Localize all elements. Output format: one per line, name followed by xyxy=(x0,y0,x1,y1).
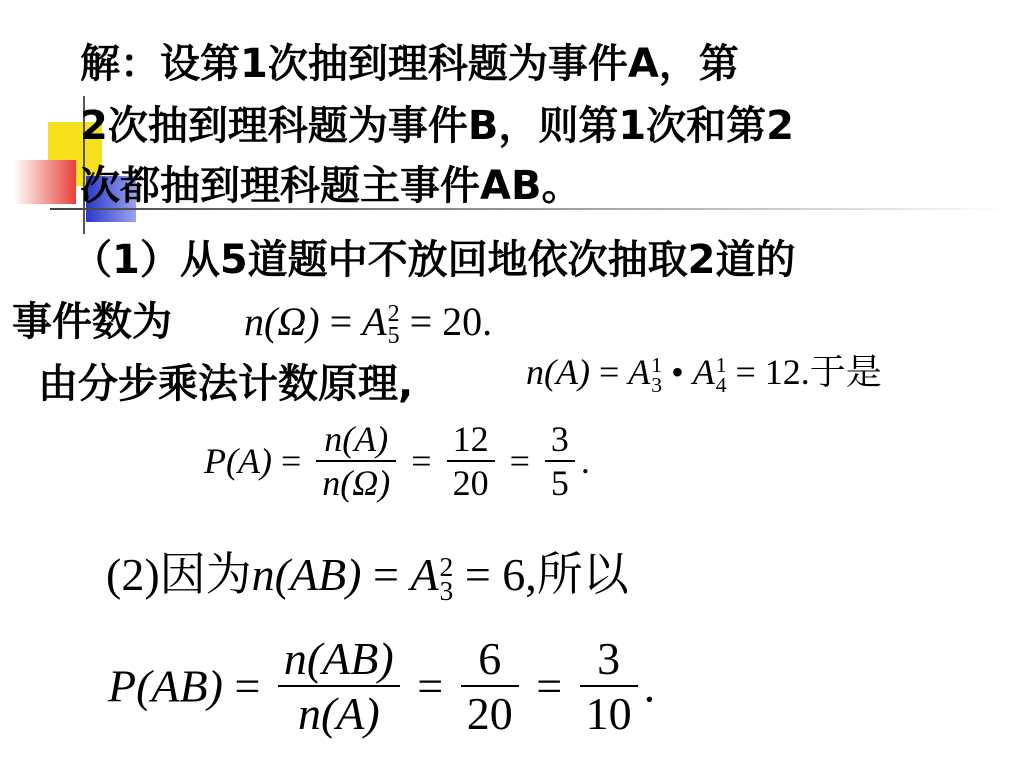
eq-n-omega-lhs: n(Ω) xyxy=(244,299,320,344)
eq-n-A-dot: • xyxy=(671,352,684,392)
eq-P-AB-end: . xyxy=(643,660,656,712)
equation-n-A xyxy=(526,344,882,400)
eq-n-A-A1-sub: 3 xyxy=(651,372,663,397)
eq-n-AB-suffix: 所以 xyxy=(536,549,629,600)
eq-n-A-eq2: = xyxy=(735,352,756,392)
eq-P-A-den2: 20 xyxy=(447,460,495,504)
eq-n-AB-value: 6, xyxy=(502,549,537,600)
part1-line-1: （1）从5道题中不放回地依次抽取2道的 xyxy=(72,237,796,283)
eq-n-omega-sub: 5 xyxy=(387,322,400,349)
equation-n-omega xyxy=(244,290,492,354)
eq-P-AB-frac-1 xyxy=(278,632,400,740)
eq-P-AB-num3: 3 xyxy=(597,633,621,684)
eq-P-AB-frac-2 xyxy=(461,632,519,740)
eq-n-AB-A: A xyxy=(410,549,439,600)
eq-n-A-lhs: n(A) xyxy=(526,352,590,392)
eq-P-AB-lhs: P(AB) xyxy=(108,660,223,712)
equation-P-A xyxy=(204,418,590,504)
solution-line-3: 次都抽到理科题主事件AB。 xyxy=(80,163,582,209)
eq-P-A-eq3: = xyxy=(509,441,530,481)
eq-P-A-eq2: = xyxy=(411,441,432,481)
eq-P-A-frac-3 xyxy=(545,418,575,504)
eq-n-omega-A: A xyxy=(362,299,387,344)
eq-n-AB-lhs: n(AB) xyxy=(251,549,362,600)
eq-n-A-value: 12. xyxy=(764,352,810,392)
eq-P-AB-num: n(AB) xyxy=(283,633,394,684)
eq-n-AB-sub: 3 xyxy=(439,575,454,607)
equation-n-AB xyxy=(106,540,629,610)
eq-P-AB-frac-3 xyxy=(580,632,638,740)
eq-n-A-A2-sub: 4 xyxy=(715,372,727,397)
eq-n-omega-eq2: = xyxy=(409,299,433,344)
eq-n-A-suffix: 于是 xyxy=(809,352,882,392)
eq-n-omega-eq: = xyxy=(329,299,353,344)
eq-P-A-frac-1 xyxy=(316,418,396,504)
eq-P-A-num: n(A) xyxy=(324,419,389,459)
solution-line-2: 2次抽到理科题为事件B，则第1次和第2 xyxy=(80,103,794,149)
eq-n-A-A2-sup: 1 xyxy=(715,353,727,378)
eq-P-A-num3: 3 xyxy=(550,419,569,459)
eq-P-AB-eq3: = xyxy=(536,660,563,712)
eq-P-A-end: . xyxy=(580,441,590,481)
eq-P-AB-eq2: = xyxy=(417,660,444,712)
eq-P-A-lhs: P(A) xyxy=(204,441,272,481)
eq-P-AB-den: n(A) xyxy=(278,685,400,740)
part1-line-2: 事件数为 xyxy=(12,299,172,345)
eq-P-A-den: n(Ω) xyxy=(316,460,396,504)
eq-n-omega-value: 20. xyxy=(442,299,493,344)
eq-P-AB-num2: 6 xyxy=(478,633,502,684)
eq-P-AB-den2: 20 xyxy=(461,685,519,740)
eq-P-A-num2: 12 xyxy=(452,419,489,459)
eq-n-A-A2: A xyxy=(692,352,715,392)
eq-P-A-eq: = xyxy=(280,441,302,481)
eq-n-A-eq: = xyxy=(598,352,620,392)
deco-red-square xyxy=(14,160,76,204)
eq-n-AB-eq: = xyxy=(372,549,399,600)
solution-line-1: 解：设第1次抽到理科题为事件A，第 xyxy=(80,41,739,87)
eq-n-A-A1-sup: 1 xyxy=(651,353,663,378)
eq-P-A-frac-2 xyxy=(447,418,495,504)
part2-prefix: (2)因为 xyxy=(106,549,252,600)
eq-n-AB-eq2: = xyxy=(464,549,491,600)
eq-n-AB-sup: 2 xyxy=(439,550,454,582)
eq-P-AB-eq: = xyxy=(234,660,261,712)
eq-P-A-den3: 5 xyxy=(545,460,575,504)
equation-P-AB xyxy=(108,632,655,740)
eq-n-A-A1: A xyxy=(628,352,651,392)
eq-n-omega-sup: 2 xyxy=(387,301,400,328)
part1-line-3: 由分步乘法计数原理, xyxy=(38,361,414,407)
eq-P-AB-den3: 10 xyxy=(580,685,638,740)
